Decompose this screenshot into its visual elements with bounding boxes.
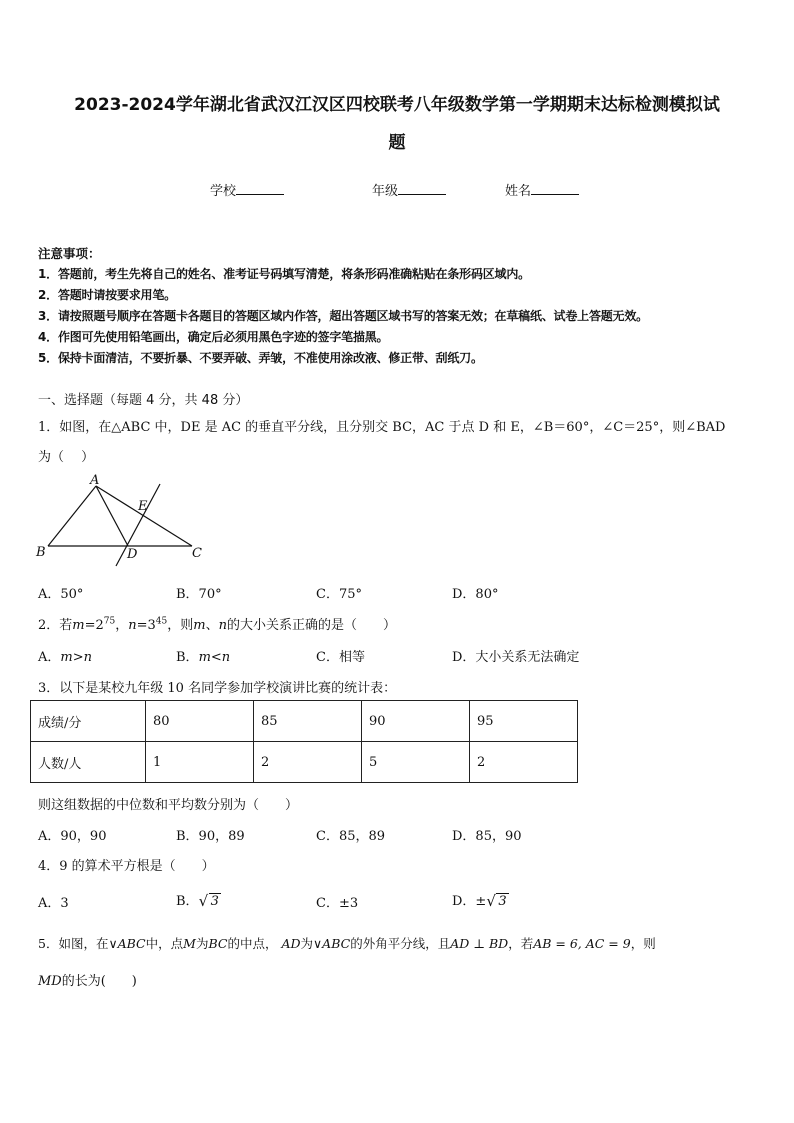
table-cell: 2 — [254, 742, 362, 783]
q2-option-c[interactable]: C．相等 — [316, 650, 365, 665]
table-cell: 85 — [254, 701, 362, 742]
segment-ab — [48, 486, 96, 546]
q2-stem: 2．若$m=2^{75}$，$n=3^{45}$，则m、n的大小关系正确的是（ ） — [38, 616, 396, 633]
sqrt-symbol: √ 3 — [486, 892, 507, 910]
table-cell: 5 — [362, 742, 470, 783]
table-row — [31, 742, 578, 783]
q2-option-a[interactable]: A．m>n — [38, 650, 92, 665]
q2-option-b[interactable]: B．m<n — [176, 650, 231, 665]
table-cell: 95 — [470, 701, 578, 742]
table-cell: 90 — [362, 701, 470, 742]
q3-option-b[interactable]: B．90，89 — [176, 829, 245, 844]
school-field: 学校 — [210, 180, 284, 199]
page-title: 2023-2024学年湖北省武汉江汉区四校联考八年级数学第一学期期末达标检测模拟试 — [74, 95, 720, 115]
q3-question: 则这组数据的中位数和平均数分别为（ ） — [38, 798, 299, 813]
q4-option-b[interactable]: B． √ 3 — [176, 892, 219, 910]
q4-option-a[interactable]: A．3 — [38, 896, 69, 911]
q2-option-d[interactable]: D．大小关系无法确定 — [452, 650, 580, 665]
q1-option-b[interactable]: B．70° — [176, 587, 222, 602]
table-cell: 1 — [146, 742, 254, 783]
label-e: E — [138, 499, 148, 514]
table-row — [31, 701, 578, 742]
page-title-continued: 题 — [388, 133, 406, 153]
label-c: C — [192, 546, 202, 561]
q5-stem: 5．如图，在∨ABC中，点M为BC的中点， AD为∨ABC的外角平分线，且AD ⊥ BD，若AB = 6, AC = 9，则 — [38, 936, 656, 951]
table-cell: 2 — [470, 742, 578, 783]
note-item: 2．答题时请按要求用笔。 — [38, 288, 176, 302]
name-blank — [531, 182, 579, 195]
notes-heading: 注意事项： — [38, 246, 101, 261]
grade-field: 年级 — [372, 180, 446, 199]
section-heading: 一、选择题（每题 4 分，共 48 分） — [38, 393, 249, 408]
segment-ac — [96, 486, 192, 546]
name-field: 姓名 — [505, 180, 579, 199]
q1-option-c[interactable]: C．75° — [316, 587, 362, 602]
note-item: 3．请按照题号顺序在答题卡各题目的答题区域内作答，超出答题区域书写的答案无效；在草稿纸、试卷上答题无效。 — [38, 309, 648, 323]
q4-stem: 4．9 的算术平方根是（ ） — [38, 859, 215, 874]
segment-ad — [96, 486, 128, 546]
q1-stem: 1．如图，在△ABC 中，DE 是 AC 的垂直平分线，且分别交 BC，AC 于点 D 和 E，∠B＝60°，∠C＝25°，则∠BAD — [38, 420, 726, 435]
table-cell: 人数/人 — [31, 742, 146, 783]
grade-blank — [398, 182, 446, 195]
q1-option-a[interactable]: A．50° — [38, 587, 84, 602]
q4-option-d[interactable]: D．± √ 3 — [452, 892, 507, 910]
q3-option-a[interactable]: A．90，90 — [38, 829, 107, 844]
label-d: D — [127, 547, 138, 562]
q3-option-d[interactable]: D．85，90 — [452, 829, 522, 844]
q4-option-c[interactable]: C．±3 — [316, 896, 359, 911]
table-cell: 80 — [146, 701, 254, 742]
score-table — [30, 700, 578, 783]
q3-stem: 3．以下是某校九年级 10 名同学参加学校演讲比赛的统计表： — [38, 681, 397, 696]
sqrt-symbol: √ 3 — [198, 892, 219, 910]
label-b: B — [36, 545, 46, 560]
note-item: 1．答题前，考生先将自己的姓名、准考证号码填写清楚，将条形码准确粘贴在条形码区域内。 — [38, 267, 530, 281]
q3-option-c[interactable]: C．85，89 — [316, 829, 386, 844]
school-blank — [236, 182, 284, 195]
note-item: 4．作图可先使用铅笔画出，确定后必须用黑色字迹的签字笔描黑。 — [38, 330, 389, 344]
note-item: 5．保持卡面清洁，不要折暴、不要弄破、弄皱，不准使用涂改液、修正带、刮纸刀。 — [38, 351, 483, 365]
perpendicular-bisector-de — [116, 484, 160, 566]
q1-stem-end: 为（ ） — [38, 450, 95, 465]
table-cell: 成绩/分 — [31, 701, 146, 742]
label-a: A — [90, 473, 100, 488]
q5-stem-end: MD的长为( ) — [38, 974, 137, 989]
q1-option-d[interactable]: D．80° — [452, 587, 499, 602]
triangle-figure — [30, 470, 220, 570]
